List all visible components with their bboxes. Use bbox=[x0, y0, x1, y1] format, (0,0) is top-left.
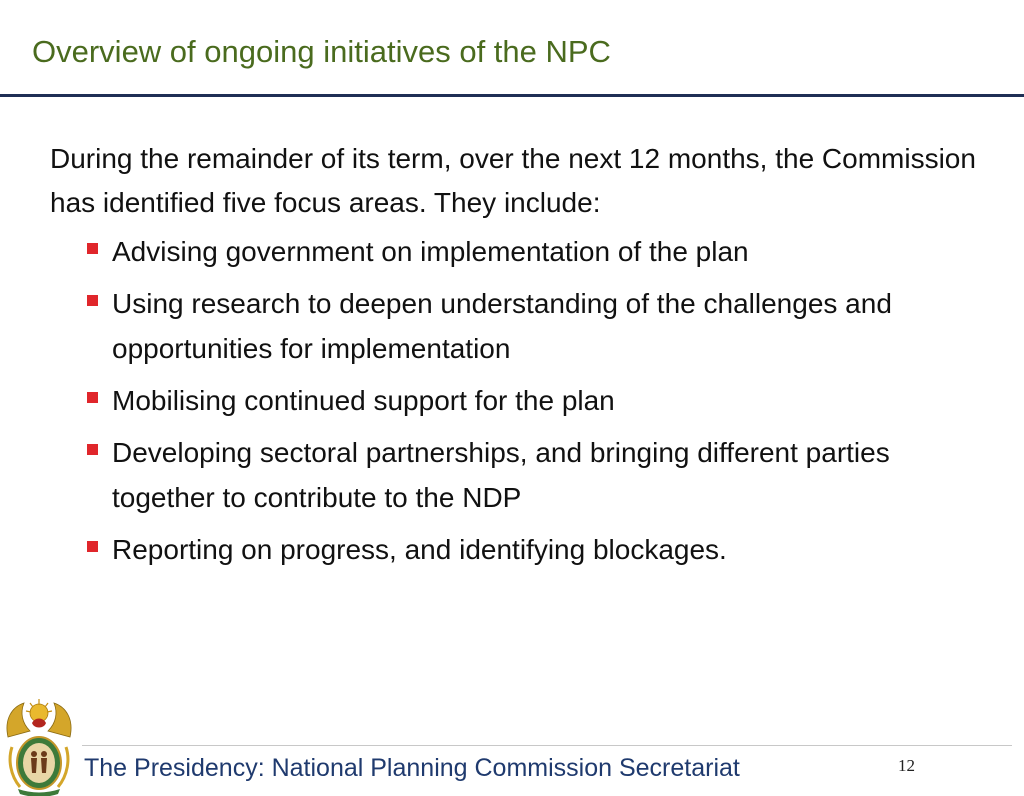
list-item bbox=[84, 281, 984, 371]
bullet-square-icon bbox=[87, 444, 98, 455]
bullet-text: Advising government on implementation of the plan bbox=[112, 236, 749, 267]
list-item bbox=[84, 527, 984, 572]
title-divider bbox=[0, 94, 1024, 97]
coat-of-arms-icon bbox=[2, 697, 76, 796]
bullet-square-icon bbox=[87, 392, 98, 403]
list-item bbox=[84, 378, 984, 423]
bullet-text: Using research to deepen understanding of the challenges and opportunities for implementation bbox=[112, 288, 892, 364]
intro-paragraph: During the remainder of its term, over the next 12 months, the Commission has identified five focus areas. They include: bbox=[50, 143, 976, 218]
focus-areas-list bbox=[84, 229, 984, 579]
slide-title: Overview of ongoing initiatives of the NPC bbox=[32, 34, 611, 69]
list-item bbox=[84, 229, 984, 274]
bullet-text: Mobilising continued support for the plan bbox=[112, 385, 615, 416]
footer-divider bbox=[82, 745, 1012, 746]
bullet-text: Developing sectoral partnerships, and bringing different parties together to contribute to the NDP bbox=[112, 437, 890, 513]
page-number: 12 bbox=[898, 756, 915, 775]
footer-organization: The Presidency: National Planning Commission Secretariat bbox=[84, 754, 740, 782]
bullet-text: Reporting on progress, and identifying blockages. bbox=[112, 534, 727, 565]
bullet-square-icon bbox=[87, 295, 98, 306]
bullet-square-icon bbox=[87, 243, 98, 254]
list-item bbox=[84, 430, 984, 520]
bullet-square-icon bbox=[87, 541, 98, 552]
